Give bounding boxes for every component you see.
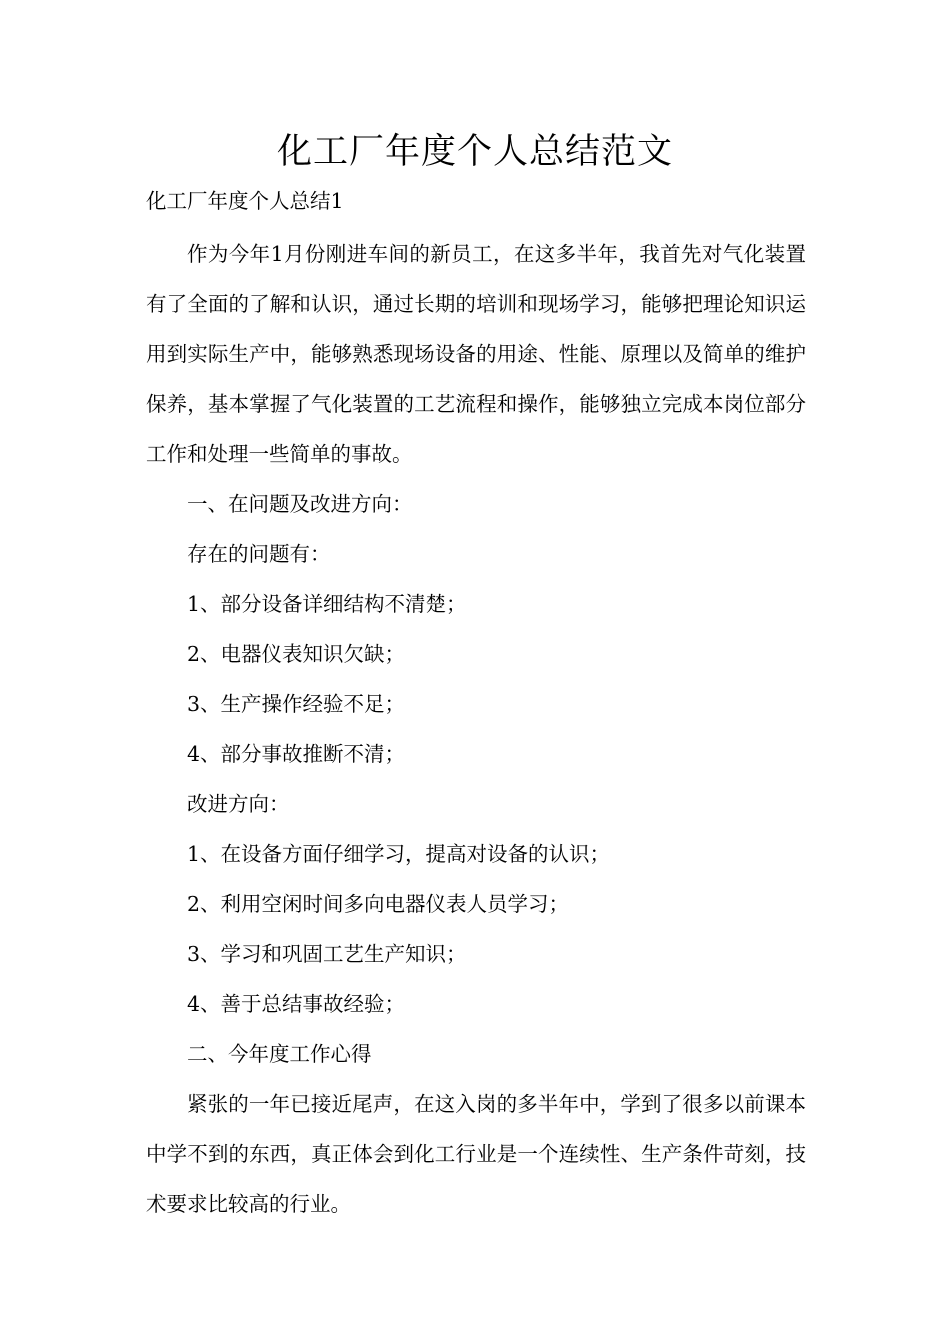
- list-item: 1、部分设备详细结构不清楚；: [187, 592, 467, 616]
- section2-heading: 二、今年度工作心得: [187, 1042, 372, 1066]
- section1-heading: 一、在问题及改进方向：: [187, 492, 413, 516]
- problems-heading: 存在的问题有：: [187, 542, 331, 566]
- list-item: 1、在设备方面仔细学习，提高对设备的认识；: [187, 842, 611, 866]
- list-item: 2、电器仪表知识欠缺；: [187, 642, 406, 666]
- list-item: 4、部分事故推断不清；: [187, 742, 406, 766]
- document-title: 化工厂年度个人总结范文: [276, 132, 673, 172]
- problems-list: [146, 579, 806, 779]
- improvements-list: [146, 829, 806, 1029]
- list-item: 3、学习和巩固工艺生产知识；: [187, 942, 467, 966]
- list-item: 2、利用空闲时间多向电器仪表人员学习；: [187, 892, 570, 916]
- intro-paragraph: 作为今年1月份刚进车间的新员工，在这多半年，我首先对气化装置有了全面的了解和认识，通过长期的培训和现场学习，能够把理论知识运用到实际生产中，能够熟悉现场设备的用途、性能、原理以及简单的维护保养，基本掌握了气化装置的工艺流程和操作，能够独立完成本岗位部分工作和处理一些简单的事故。: [146, 242, 806, 466]
- improvements-heading: 改进方向：: [187, 792, 290, 816]
- closing-paragraph: 紧张的一年已接近尾声，在这入岗的多半年中，学到了很多以前课本中学不到的东西，真正体会到化工行业是一个连续性、生产条件苛刻，技术要求比较高的行业。: [146, 1092, 806, 1216]
- document-body: [146, 179, 806, 1229]
- list-item: 3、生产操作经验不足；: [187, 692, 406, 716]
- document-subtitle: 化工厂年度个人总结1: [146, 189, 344, 213]
- list-item: 4、善于总结事故经验；: [187, 992, 406, 1016]
